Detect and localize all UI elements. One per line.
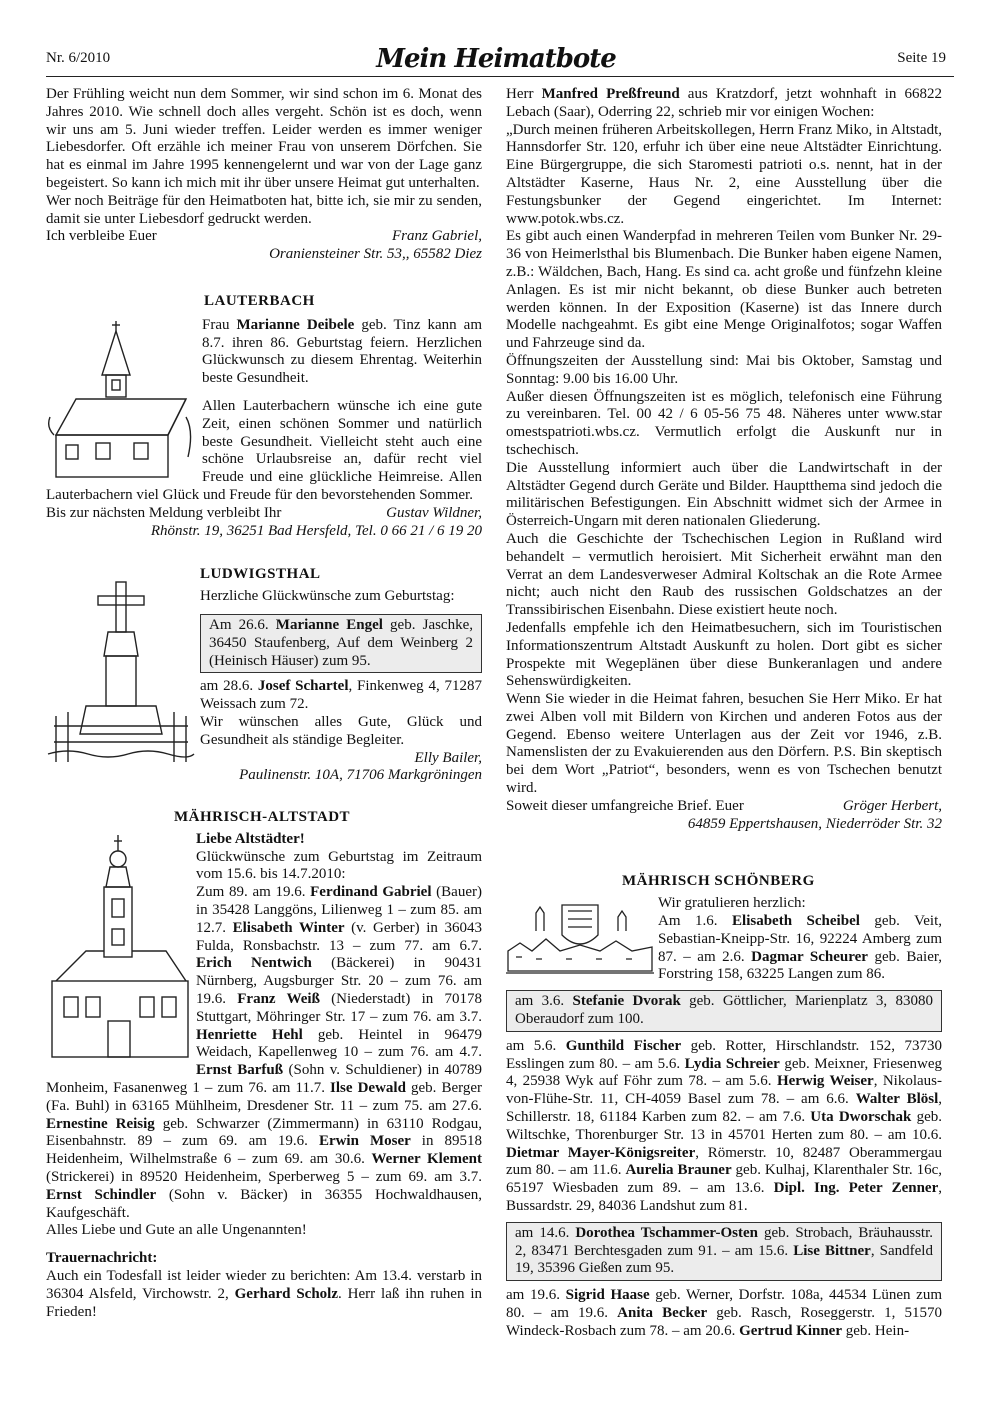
letter-intro: Herr Manfred Preßfreund aus Kratzdorf, jetzt wohnhaft in 66822 Lebach (Saar), Oderring 22, schrieb mir vor einigen Wochen: xyxy=(506,86,943,120)
person-name: Herwig Weiser xyxy=(776,1073,874,1090)
church-tower-icon xyxy=(46,831,192,1063)
cross-monument-icon xyxy=(46,566,196,762)
person-name: Ernestine Reisig xyxy=(46,1115,155,1132)
lauterbach-signature-row xyxy=(46,505,482,523)
person-name: Ernst Schindler xyxy=(46,1186,157,1203)
person-name: Elisabeth Scheibel xyxy=(732,913,860,930)
section-title-altstadt: MÄHRISCH-ALTSTADT xyxy=(174,809,351,826)
right-column xyxy=(506,86,942,1341)
person-name: Ernst Barfuß xyxy=(196,1062,284,1079)
section-title-ludwigsthal: LUDWIGSTHAL xyxy=(200,566,321,583)
person-name: Gertrud Kinner xyxy=(739,1322,842,1339)
header-rule xyxy=(46,76,954,77)
person-name: Aurelia Brauner xyxy=(625,1162,732,1179)
letter-paragraph-8: Jedenfalls empfehle ich den Heimatbesuchern, sich im Touristischen Informationszentrum Altstadt Auskunft zu holen. Dort gibt es sicher Prospekte mit Wegeplänen über diese Bunkeranlagen und andere Sehenswürdigkeiten. xyxy=(506,619,942,690)
person-name: Uta Dworschak xyxy=(810,1109,912,1126)
lauterbach-birthday: Frau Marianne Deibele geb. Tinz kann am 8.7. ihren 86. Geburtstag feiern. Herzlichen Glückwunsch zu diesem Ehrentag. Weiterhin beste Gesundheit. xyxy=(202,316,482,387)
letter-paragraph-5: Außer diesen Öffnungszeiten ist es möglich, telefonisch eine Führung zu vereinbaren. Tel. 00 42 / 6 05-56 75 48. Näheres unter www.star omestspatrioti.wbs.cz. Vermutlich erfolgt die Auskunft nur in tschechisch. xyxy=(506,388,942,458)
person-name: Erich Nentwich xyxy=(196,955,312,972)
page-header xyxy=(46,44,946,74)
person-name: Manfred Preßfreund xyxy=(541,86,680,102)
monument-illustration xyxy=(46,566,200,766)
ludwigsthal-intro: Herzliche Glückwünsche zum Geburtstag: xyxy=(200,588,455,605)
person-name: Marianne Deibele xyxy=(236,316,355,333)
altstadt-intro: Glückwünsche zum Geburtstag im Zeitraum vom 15.6. bis 14.7.2010: xyxy=(196,848,482,883)
person-name: Henriette Hehl xyxy=(196,1026,303,1043)
letter-paragraph-6: Die Ausstellung informiert auch über die Landwirtschaft in der Altstädter Gegend durch Geräte und Bilder. Hauptthema sind jedoch die militärischen Befestigungen. Ein Abschnitt widmet sich der Armee in Österreich-Ungarn mit deren nationalen Gliederung. xyxy=(506,459,942,530)
page-number: Seite 19 xyxy=(897,50,946,66)
lauterbach-closing: Bis zur nächsten Meldung verbleibt Ihr xyxy=(46,504,282,521)
intro-closing: Ich verbleibe Euer xyxy=(46,228,157,245)
person-name: Gunthild Fischer xyxy=(565,1037,682,1054)
letter-paragraph-9: Wenn Sie wieder in die Heimat fahren, besuchen Sie Herr Miko. Er hat zwei Alben voll mit Bildern von Kirchen und anderen Fotos aus der Gegend. Ebenso weitere Unterlagen aus der Zeit vor 1946, z.B. Namenslisten der zu Evakuierenden aus den Dörfern. P.S. Bin skeptisch bei dem Wort „Patriot“, besonders, wenn es von Tschechen benutzt wird. xyxy=(506,691,942,797)
issue-number: Nr. 6/2010 xyxy=(46,50,111,66)
person-name: Erwin Moser xyxy=(318,1133,411,1150)
person-name: Lise Bittner xyxy=(793,1242,871,1259)
person-name: Walter Blösl xyxy=(855,1091,939,1108)
intro-paragraph-2: Wer noch Beiträge für den Heimatboten hat, bitte ich, sie mir zu senden, damit sie unter Liebesdorf gedruckt werden. xyxy=(46,192,482,227)
ludwigsthal-address: Paulinenstr. 10A, 71706 Markgröningen xyxy=(239,767,482,784)
schoenberg-intro: Wir gratulieren herzlich: xyxy=(658,895,806,912)
altstadt-greeting: Liebe Altstädter! xyxy=(196,830,305,847)
letter-address: 64859 Eppertshausen, Niederröder Str. 32 xyxy=(687,815,942,832)
town-coat-of-arms-icon xyxy=(506,895,654,977)
chapel-illustration xyxy=(46,317,198,483)
highlight-box-engel: Am 26.6. Marianne Engel geb. Jaschke, 36450 Staufenberg, Auf dem Weinberg 2 (Heinisch Häuser) zum 95. xyxy=(200,614,482,673)
schoenberg-birthday-list-2: am 5.6. Gunthild Fischer geb. Rotter, Hirschlandstr. 152, 73730 Esslingen zum 80. – am 5.6. Lydia Schreier geb. Meixner, Friesenweg 4, 25938 Wyk auf Föhr zum 78. – am 5.6. Herwig Weiser, Nikolaus-von-Flühe-Str. 11, CH-4059 Basel zum 78. – am 6.6. Walter Blösl, Schillerstr. 18, 61184 Karben zum 82. – am 7.6. Uta Dworschak geb. Wiltschke, Thorenburger Str. 13 in 45701 Herten zum 80. – am 10.6. Dietmar Mayer-Königsreiter, Römerstr. 10, 82487 Oberammergau zum 80. – am 11.6. Aurelia Brauner geb. Kulhaj, Klarenthaler Str. 16c, 65197 Wiesbaden zum 89. – am 13.6. Dipl. Ing. Peter Zenner, Bussardstr. 29, 84036 Landshut zum 81. xyxy=(506,1037,943,1215)
person-name: Dorothea Tschammer-Osten xyxy=(575,1224,758,1241)
person-name: Werner Klement xyxy=(371,1151,482,1168)
intro-address: Oraniensteiner Str. 53,, 65582 Diez xyxy=(269,246,482,263)
letter-paragraph-2: „Durch meinen früheren Arbeitskollegen, Herrn Franz Miko, in Altstadt, Hannsdorfer Str. 120, erfuhr ich über eine neue Altstädter Einrichtung. Eine Bürgergruppe, die sich Staromesti patrioti o.s. nennt, hat in der Altstädter Kaserne, Haus Nr. 2, eine Ausstellung über die Festungsbunker der Gegend eingerichtet. Im Internet: www.potok.wbs.cz. xyxy=(506,121,942,227)
ludwigsthal-birthday: am 28.6. Josef Schartel, Finkenweg 4, 71287 Weissach zum 72. xyxy=(200,678,482,713)
person-name: Ilse Dewald xyxy=(330,1080,406,1097)
person-name: Gerhard Scholz xyxy=(234,1285,339,1302)
person-name: Dipl. Ing. Peter Zenner xyxy=(773,1180,939,1197)
left-column xyxy=(46,86,482,1321)
letter-signature-row xyxy=(506,798,942,816)
section-title-schoenberg: MÄHRISCH SCHÖNBERG xyxy=(622,873,815,890)
lauterbach-wishes: Allen Lauterbachern wünsche ich eine gute Zeit, einen schönen Sommer und natürlich beste Gesundheit. Vielleicht steht auch eine schöne Urlaubsreise an, dafür recht viel Freude und eine glückliche Heimreise. Allen Lauterbachern viel Glück und Freude für den bevorstehenden Sommer. xyxy=(46,397,482,503)
letter-closing: Soweit dieser umfangreiche Brief. Euer xyxy=(506,797,744,814)
person-name: Stefanie Dvorak xyxy=(572,993,681,1010)
person-name: Lydia Schreier xyxy=(684,1055,780,1072)
person-name: Sigrid Haase xyxy=(565,1287,650,1304)
chapel-icon xyxy=(46,317,196,483)
person-name: Franz Weiß xyxy=(237,991,320,1008)
person-name: Elisabeth Winter xyxy=(232,919,345,936)
lauterbach-address: Rhönstr. 19, 36251 Bad Hersfeld, Tel. 0 66 21 / 6 19 20 xyxy=(150,522,482,539)
person-name: Dagmar Scheurer xyxy=(751,948,868,965)
letter-paragraph-4: Öffnungszeiten der Ausstellung sind: Mai bis Oktober, Samstag und Sonntag: 9.00 bis 16.00 Uhr. xyxy=(506,352,942,387)
newspaper-title: Mein Heimatbote xyxy=(376,44,616,74)
church-illustration xyxy=(46,831,196,1067)
letter-author: Gröger Herbert, xyxy=(842,797,942,814)
ludwigsthal-wishes: Wir wünschen alles Gute, Glück und Gesundheit als ständige Begleiter. xyxy=(200,713,482,748)
ludwigsthal-author: Elly Bailer, xyxy=(414,749,482,766)
letter-paragraph-7: Auch die Geschichte der Tschechischen Legion in Rußland wird behandelt – vermutlich heroisiert. Mit Sicherheit erwähnt man den Verrat an dem Landesverweser Admiral Koltschak an die Rote Armee nicht; auch nicht den Raub des russischen Goldschatzes an der Transsibirischen Eisenbahn. Diese existiert heute noch. xyxy=(506,530,942,619)
person-name: Josef Schartel xyxy=(257,678,349,695)
intro-author: Franz Gabriel, xyxy=(392,228,482,245)
schoenberg-birthday-list-3: am 19.6. Sigrid Haase geb. Werner, Dorfstr. 108a, 44534 Lünen zum 80. – am 19.6. Anita Becker geb. Rasch, Roseggerstr. 1, 51570 Windeck-Rosbach zum 78. – am 20.6. Gertrud Kinner geb. Hein- xyxy=(506,1287,943,1339)
intro-paragraph: Der Frühling weicht nun dem Sommer, wir sind schon im 6. Monat des Jahres 2010. Wie schnell doch alles vergeht. Schön ist es doch, wenn wir uns am 5. Juni wieder treffen. Leider werden es immer weniger Liebesdorfer. Oft erzähle ich meiner Frau von unserem Dörfchen. Sie hat es einmal im Jahre 1995 kennengelernt und war von der Lage ganz begeistert. So kann ich mich mit ihr über unsere Heimat gut unterhalten. xyxy=(46,86,482,191)
altstadt-birthday-list: Zum 89. am 19.6. Ferdinand Gabriel (Bauer) in 35428 Langgöns, Lilienweg 1 – zum 85. am 12.7. Elisabeth Winter (v. Gerber) in 36043 Fulda, Ronsbachstr. 13 – zum 77. am 6.7. Erich Nentwich (Bäckerei) in 90431 Nürnberg, Augsburger Str. 20 – zum 76. am 19.6. Franz Weiß (Niederstadt) in 70178 Stuttgart, Möhringer Str. 17 – zum 76. am 3.7. Henriette Hehl geb. Heintel in 96479 Weidach, Kapellenweg 10 – zum 76. am 4.7. Ernst Barfuß (Sohn v. Schuldiener) in 40789 Monheim, Fasanenweg 1 – zum 76. am 11.7. Ilse Dewald geb. Berger (Fa. Buhl) in 63165 Mühlheim, Dresdener Str. 11 – zum 75. am 27.6. Ernestine Reisig geb. Schwarzer (Zimmermann) in 63110 Rodgau, Eisenbahnstr. 89 – zum 69. am 19.6. Erwin Moser in 89518 Heidenheim, Wilhelmstraße 6 – zum 69. am 30.6. Werner Klement (Strickerei) in 89520 Heidenheim, Sperberweg 5 – zum 69. am 3.7. Ernst Schindler (Sohn v. Bäcker) in 36355 Hochwaldhausen, Kaufgeschäft. xyxy=(46,884,483,1221)
altstadt-closing: Alles Liebe und Gute an alle Ungenannten! xyxy=(46,1222,307,1239)
mourning-text: Auch ein Todesfall ist leider wieder zu berichten: Am 13.4. verstarb in 36304 Alsfeld, Virchowstr. 2, Gerhard Scholz. Herr laß ihn ruhen in Frieden! xyxy=(46,1268,482,1320)
highlight-box-dvorak: am 3.6. Stefanie Dvorak geb. Göttlicher, Marienplatz 3, 83080 Oberaudorf zum 100. xyxy=(506,990,942,1032)
lauterbach-author: Gustav Wildner, xyxy=(386,504,482,521)
person-name: Marianne Engel xyxy=(275,616,383,633)
intro-signature-row xyxy=(46,228,482,246)
mourning-title: Trauernachricht: xyxy=(46,1250,158,1267)
person-name: Dietmar Mayer-Königsreiter xyxy=(506,1144,696,1161)
highlight-box-tschammer: am 14.6. Dorothea Tschammer-Osten geb. Strobach, Bräuhausstr. 2, 83471 Berchtesgaden zum 91. – am 15.6. Lise Bittner, Sandfeld 19, 35396 Gießen zum 95. xyxy=(506,1222,942,1281)
person-name: Ferdinand Gabriel xyxy=(310,884,432,901)
person-name: Anita Becker xyxy=(617,1305,708,1321)
schoenberg-birthday-list-1: Am 1.6. Elisabeth Scheibel geb. Veit, Sebastian-Kneipp-Str. 16, 92224 Amberg zum 87. – am 2.6. Dagmar Scheurer geb. Baier, Forstring 158, 63225 Langen zum 86. xyxy=(658,913,942,983)
section-title-lauterbach: LAUTERBACH xyxy=(204,292,315,309)
town-illustration xyxy=(506,895,658,981)
letter-paragraph-3: Es gibt auch einen Wanderpfad in mehreren Teilen vom Bunker Nr. 29-36 von Heimerlsthal bis Blumenbach. Die Bunker haben eigene Namen, z.B.: Wäldchen, Bach, Hang. Es sind ca. acht große und fünfzehn kleine Anlagen. Es ist mir nicht bekannt, ob diese Bunker auch betreten werden können. In der Exposition (Kaserne) ist das Innere durch Modelle nachgeahmt. Es gibt eine Menge Originalfotos; sogar Waffen und Fahrzeuge sind da. xyxy=(506,228,942,352)
